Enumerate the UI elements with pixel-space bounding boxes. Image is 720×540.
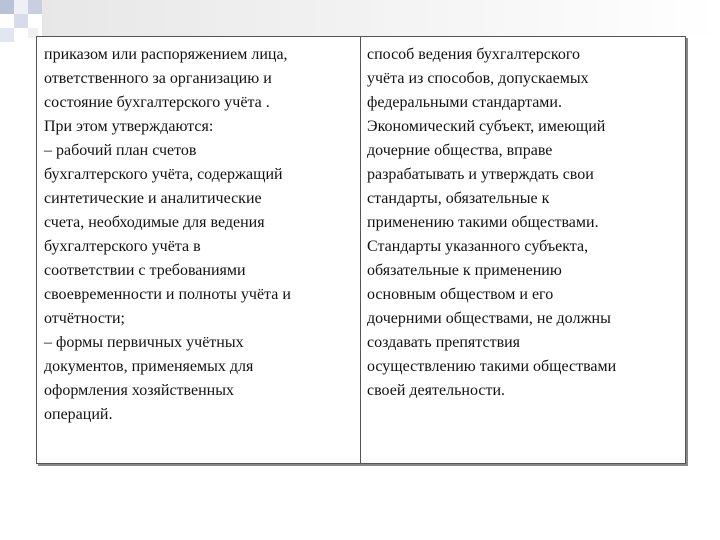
text-line: осуществлению такими обществами	[367, 358, 617, 375]
text-line: приказом или распоряжением лица,	[44, 46, 288, 63]
decor-square	[14, 0, 28, 14]
decor-square	[0, 28, 14, 42]
text-line: – формы первичных учётных	[44, 334, 244, 351]
text-line: ответственного за организацию и	[44, 70, 272, 87]
text-line: бухгалтерского учёта в	[44, 238, 201, 255]
text-line: разрабатывать и утверждать свои	[367, 166, 594, 183]
text-line: применению такими обществами.	[367, 214, 599, 231]
decor-square	[28, 0, 42, 14]
text-line: обязательные к применению	[367, 262, 562, 279]
text-line: состояние бухгалтерского учёта .	[44, 94, 270, 111]
text-line: – рабочий план счетов	[44, 142, 197, 159]
text-line: отчётности;	[44, 310, 125, 327]
text-line: счета, необходимые для ведения	[44, 214, 265, 231]
text-line: учёта из способов, допускаемых	[367, 70, 589, 87]
text-line: создавать препятствия	[367, 334, 521, 351]
text-line: Стандарты указанного субъекта,	[367, 238, 589, 255]
text-line: Экономический субъект, имеющий	[367, 118, 606, 135]
text-line: своей деятельности.	[367, 382, 505, 399]
text-line: оформления хозяйственных	[44, 382, 234, 399]
slide-header-bar	[42, 0, 720, 36]
text-line: операций.	[44, 406, 113, 423]
text-line: своевременности и полноты учёта и	[44, 286, 291, 303]
text-line: бухгалтерского учёта, содержащий	[44, 166, 283, 183]
text-line: документов, применяемых для	[44, 358, 254, 375]
text-line: При этом утверждаются:	[44, 118, 214, 135]
content-table	[36, 36, 686, 464]
decor-square	[0, 0, 14, 14]
text-line: дочерними обществами, не должны	[367, 310, 611, 327]
text-line: федеральными стандартами.	[367, 94, 562, 111]
table-cell-right	[361, 37, 685, 463]
text-line: основным обществом и его	[367, 286, 554, 303]
text-line: синтетические и аналитические	[44, 190, 262, 207]
text-line: дочерние общества, вправе	[367, 142, 553, 159]
text-line: способ ведения бухгалтерского	[367, 46, 581, 63]
decor-square	[14, 14, 28, 28]
text-line: стандарты, обязательные к	[367, 190, 550, 207]
text-line: соответствии с требованиями	[44, 262, 246, 279]
table-cell-left	[37, 37, 361, 463]
